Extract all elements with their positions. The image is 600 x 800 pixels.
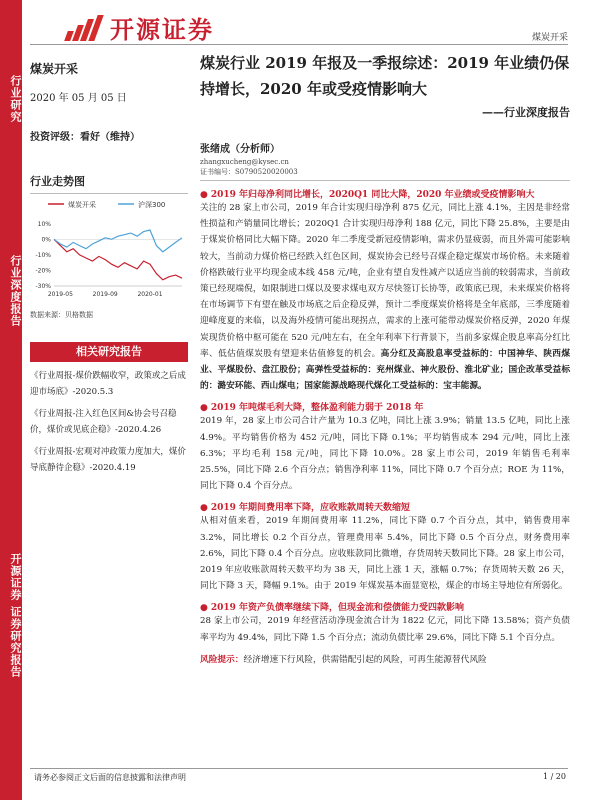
trend-divider [30, 193, 188, 194]
trend-chart-title: 行业走势图 [30, 175, 85, 188]
logo-text: 开源证券 [110, 16, 214, 44]
legend-label: 沪深300 [138, 201, 166, 209]
company-logo [64, 10, 214, 45]
x-tick-label: 2020-01 [137, 291, 163, 298]
y-tick-label: 10% [37, 220, 51, 228]
header-divider [30, 44, 568, 45]
y-tick-label: 0% [41, 236, 51, 244]
risk-note [200, 652, 570, 668]
header-sector-label: 煤炭开采 [531, 33, 568, 43]
risk-label: 风险提示： [200, 654, 244, 665]
analyst-divider [200, 180, 570, 181]
page-number: 1 / 20 [542, 772, 566, 781]
series-line [54, 239, 182, 279]
section-heading: ● 2019 年归母净利同比增长，2020Q1 同比大降，2020 年业绩或受疫情影响大 [200, 187, 570, 200]
y-tick-label: -10% [35, 251, 51, 259]
report-title: 煤炭行业 2019 年报及一季报综述：2019 年业绩仍保持增长，2020 年或受疫情影响大 [200, 54, 570, 98]
side-label-research: 行业研究 [0, 0, 22, 160]
section-text: 28 家上市公司，2019 年经营活动净现金流合计为 1822 亿元，同比下降 13.58%；资产负债率平均为 49.4%，同比下降 1.5 个百分点；流动负债比率 29.6%，同比下降 5.1 个百分点。 [200, 616, 570, 643]
section-heading: ● 2019 年吨煤毛利大降，整体盈利能力弱于 2018 年 [200, 400, 570, 413]
trend-chart [30, 196, 188, 300]
related-report-item[interactable]: 《行业周报-宏观对冲政策力度加大，煤价导底静待企稳》-2020.4.19 [30, 447, 186, 473]
y-tick-label: -20% [35, 267, 51, 275]
x-tick-label: 2019-05 [47, 291, 73, 298]
risk-text: 经济增速下行风险，供需错配引起的风险，可再生能源替代风险 [243, 654, 487, 665]
main-content [200, 50, 570, 668]
sector-name: 煤炭开采 [30, 62, 79, 76]
side-label-broker: 开源证券 证券研究报告 [0, 400, 22, 800]
x-tick-label: 2019-09 [92, 291, 118, 298]
analyst-email[interactable]: zhangxucheng@kysec.cn [200, 158, 289, 166]
chart-source: 数据来源：贝格数据 [30, 311, 93, 319]
analyst-cert: 证书编号：S0790520020003 [200, 168, 298, 176]
footer-divider [30, 768, 568, 769]
section-body [200, 200, 570, 394]
side-label-report-type: 行业深度报告 [0, 160, 22, 400]
related-report-item[interactable]: 《行业周报-注入红色区间&协会号召稳价，煤价或见底企稳》-2020.4.26 [30, 409, 177, 435]
side-strip [0, 0, 22, 800]
investment-rating: 投资评级：看好（维持） [30, 132, 140, 143]
footer-disclaimer[interactable]: 请务必参阅正文后面的信息披露和法律声明 [34, 773, 186, 782]
legend-label: 煤炭开采 [68, 201, 96, 209]
section-text: 2019 年，28 家上市公司合计产量为 10.3 亿吨，同比上涨 3.9%；销量 13.5 亿吨，同比上涨 4.9%。平均销售价格为 452 元/吨，同比下降 0.1%；平均销售成本 294 元/吨，同比上涨 6.3%；平均毛利 158 元/吨，同比下降 10.0%。28 家上市公司，2019 年销售毛利率 25.5%，同比下降 2.6 个百分点；销售净利率 11%，同比下降 0.7 个百分点；ROE 为 11%，同比下降 0.4 个百分点。 [200, 416, 570, 492]
section-text: 从相对值来看，2019 年期间费用率 11.2%，同比下降 0.7 个百分点，其中，销售费用率 3.2%，同比增长 0.2 个百分点，管理费用率 5.4%，同比下降 0.5 个百分点，财务费用率 2.6%，同比下降 0.4 个百分点。应收账款同比微增，存货周转天数同比下降。28 家上市公司，2019 年应收账款周转天数平均为 38 天，同比上涨 1 天，涨幅 0.7%；存货周转天数 26 天，同比下降 3 天，降幅 9.1%。由于 2019 年煤炭基本面显宽松，煤企的市场主导地位有所弱化。 [200, 516, 570, 592]
logo-mark-icon [64, 15, 104, 41]
related-report-item[interactable]: 《行业周报-煤价跌幅收窄，政策或之后成迎市场底》-2020.5.3 [30, 371, 186, 397]
report-subtitle: ——行业深度报告 [482, 106, 570, 119]
y-tick-label: -30% [35, 283, 51, 290]
related-reports-title: 相关研究报告 [30, 342, 188, 362]
section-heading: ● 2019 年期间费用率下降，应收账款周转天数缩短 [200, 500, 570, 513]
related-reports-list [30, 368, 188, 476]
report-date: 2020 年 05 月 05 日 [30, 93, 127, 104]
section-heading: ● 2019 年资产负债率继续下降，但现金流和偿债能力受四款影响 [200, 600, 570, 613]
left-column [30, 50, 188, 476]
section-text: 关注的 28 家上市公司，2019 年合计实现归母净利 875 亿元，同比上涨 4.1%，主因是非经常性损益和产销量同比增长；2020Q1 合计实现归母净利 188 亿元，同比下降 25.8%，主要是由于煤炭价格同比大幅下降。2020 年二季度受新冠疫情影响，需求仍显疲弱，而且外需可能影响较大，当前动力煤价格已经跌入红色区间，煤炭协会已经号召煤企稳定煤炭市场价格。未来随着价格跌破行业平均现金成本线 458 元/吨，企业有望自发性减产以适应当前的较弱需求，当前政策已经现端倪，如限制进口煤以及要求煤电双方尽快签订长协等，政策底已现，未来煤炭价格将在市场调节下有望在触及市场底之后企稳反弹，预计二季度煤炭价格将是全年底部，三季度随着迎峰度夏的来临，以及海外疫情可能出现拐点，需求的上涨可能带动煤炭价格反弹，2020 年煤炭现货价格中枢可能在 520 元/吨左右，在全年利率下行背景下，当前多家煤企股息率高分红比率、低估值煤炭股有望迎来估值修复的机会。 [200, 203, 570, 359]
stock-picks: 高分红及高股息率受益标的：中国神华、陕西煤业、平煤股份、盘江股份；高弹性受益标的：兖州煤业、神火股份、淮北矿业；国企改革受益标的：潞安环能、西山煤电；国家能源战略现代煤化工受益标的：宝丰能源。 [200, 348, 571, 392]
analyst-name: 张绪成（分析师） [200, 144, 280, 155]
